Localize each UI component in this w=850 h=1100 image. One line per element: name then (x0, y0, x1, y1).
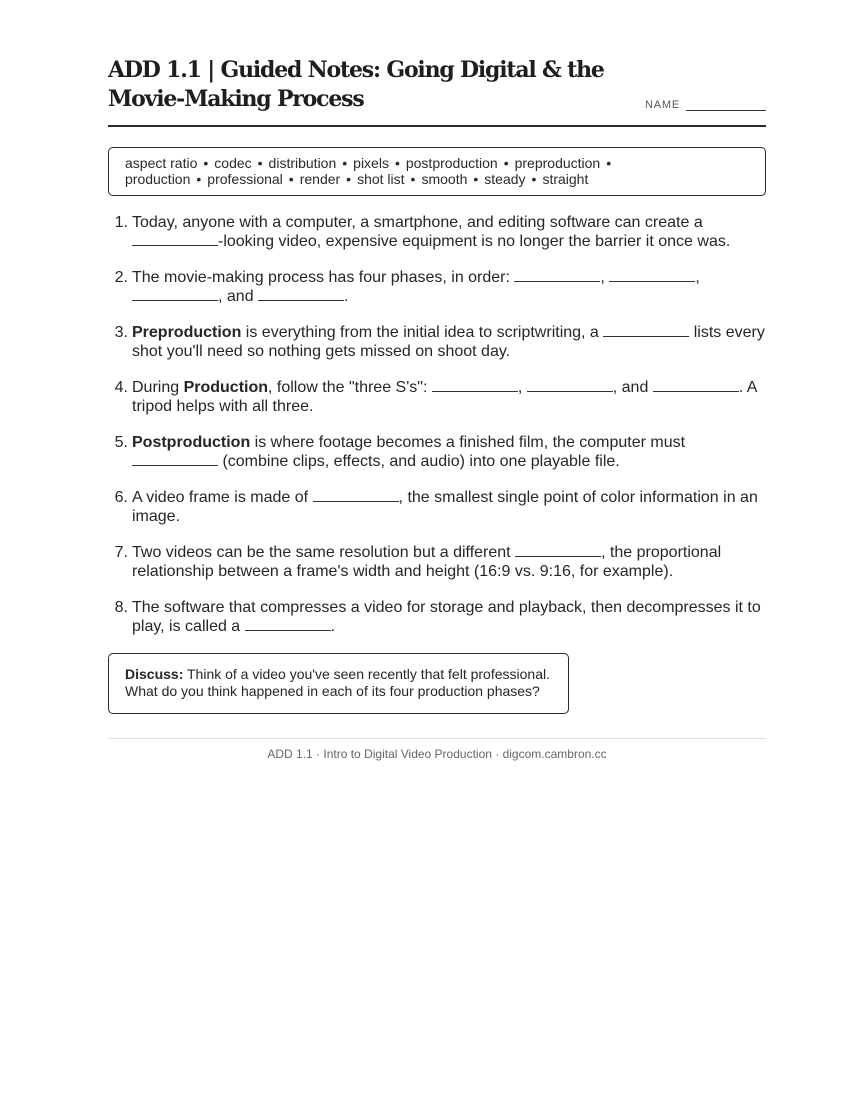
word-bank-term: shot list (357, 171, 405, 187)
question-text-part: The movie-making process has four phases, in order: (132, 269, 510, 286)
word-bank (108, 147, 766, 196)
word-bank-separator: • (346, 171, 352, 187)
key-term: Postproduction (132, 434, 251, 451)
word-bank-separator: • (257, 155, 263, 171)
question-8 (108, 598, 766, 636)
discuss-prompt: Think of a video you've seen recently that felt professional. What do you think happened in each of its four production phases? (125, 666, 550, 699)
question-text-part: . (330, 618, 336, 635)
discuss-label: Discuss: (125, 666, 184, 682)
word-bank-term: distribution (268, 155, 337, 171)
word-bank-separator: • (196, 171, 202, 187)
question-text (132, 323, 766, 361)
question-text-part: , (600, 269, 605, 286)
question-4 (108, 378, 766, 416)
word-bank-separator: • (503, 155, 509, 171)
question-text (132, 598, 766, 636)
discuss-box (108, 653, 569, 714)
answer-blank[interactable] (527, 378, 613, 392)
question-text (132, 268, 766, 306)
question-text-part: -looking video, expensive equipment is no longer the barrier it once was. (218, 233, 731, 250)
question-number: 7. (114, 544, 128, 561)
question-text-part: A video frame is made of (132, 489, 309, 506)
word-bank-term: steady (484, 171, 526, 187)
question-text-part: lists every shot you'll need so nothing gets missed on shoot day. (132, 324, 765, 360)
word-bank-term: postproduction (405, 155, 498, 171)
word-bank-separator: • (410, 171, 416, 187)
word-bank-term: production (125, 171, 191, 187)
answer-blank[interactable] (258, 287, 344, 301)
question-text-part: , the proportional relationship between a frame's width and height (16:9 vs. 9:16, for example). (132, 544, 722, 580)
word-bank-term: straight (542, 171, 589, 187)
answer-blank[interactable] (515, 543, 601, 557)
question-text-part: , the smallest single point of color information in an image. (132, 489, 758, 525)
word-bank-separator: • (606, 155, 612, 171)
page-title: ADD 1.1 | Guided Notes: Going Digital & the Movie-Making Process (108, 57, 604, 112)
question-text (132, 543, 766, 581)
question-text-part: Two videos can be the same resolution but a different (132, 544, 511, 561)
question-7 (108, 543, 766, 581)
question-text-part: is where footage becomes a finished film, the computer must (250, 434, 686, 451)
answer-blank[interactable] (603, 323, 689, 337)
answer-blank[interactable] (432, 378, 518, 392)
question-number: 8. (114, 599, 128, 616)
question-text-part: , (695, 269, 700, 286)
question-text-part: . A tripod helps with all three. (132, 379, 757, 415)
worksheet-page (108, 56, 766, 761)
question-number: 3. (114, 324, 128, 341)
worksheet-header (108, 56, 766, 127)
word-bank-term: codec (214, 155, 252, 171)
question-text-part: The software that compresses a video for storage and playback, then decompresses it to play, is called a (132, 599, 761, 635)
word-bank-term: render (299, 171, 341, 187)
answer-blank[interactable] (132, 287, 218, 301)
question-2 (108, 268, 766, 306)
question-3 (108, 323, 766, 361)
word-bank-separator: • (473, 171, 479, 187)
question-text (132, 378, 766, 416)
page-footer: ADD 1.1 · Intro to Digital Video Production · digcom.cambron.cc (108, 738, 766, 761)
word-bank-term: preproduction (514, 155, 601, 171)
answer-blank[interactable] (313, 488, 399, 502)
question-text-part: , follow the "three S's": (268, 379, 428, 396)
question-number: 5. (114, 434, 128, 451)
word-bank-separator: • (288, 171, 294, 187)
question-text (132, 488, 766, 526)
answer-blank[interactable] (514, 268, 600, 282)
key-term: Preproduction (132, 324, 242, 341)
question-number: 1. (114, 214, 128, 231)
question-number: 4. (114, 379, 128, 396)
word-bank-term: pixels (353, 155, 389, 171)
question-number: 6. (114, 489, 128, 506)
question-6 (108, 488, 766, 526)
question-number: 2. (114, 269, 128, 286)
word-bank-separator: • (342, 155, 348, 171)
word-bank-term: professional (207, 171, 283, 187)
question-text-part: , (517, 379, 523, 396)
answer-blank[interactable] (653, 378, 739, 392)
question-text-part: (combine clips, effects, and audio) into one playable file. (222, 453, 620, 470)
answer-blank[interactable] (245, 617, 331, 631)
word-bank-separator: • (531, 171, 537, 187)
question-text (132, 433, 766, 471)
question-text-part: Today, anyone with a computer, a smartphone, and editing software can create a (132, 214, 703, 231)
word-bank-term: aspect ratio (125, 155, 198, 171)
word-bank-separator: • (203, 155, 209, 171)
word-bank-row-2 (125, 171, 749, 187)
word-bank-row-1 (125, 155, 749, 171)
word-bank-term: smooth (421, 171, 468, 187)
word-bank-separator: • (394, 155, 400, 171)
question-text-part: , and (612, 379, 649, 396)
answer-blank[interactable] (609, 268, 695, 282)
question-text-part: During (132, 379, 184, 396)
question-text (132, 213, 766, 251)
key-term: Production (183, 379, 269, 396)
answer-blank[interactable] (132, 232, 218, 246)
question-text-part: , and (218, 288, 254, 305)
name-blank[interactable] (686, 100, 766, 111)
question-1 (108, 213, 766, 251)
name-label: NAME (645, 99, 680, 111)
question-text-part: is everything from the initial idea to scriptwriting, a (241, 324, 599, 341)
question-5 (108, 433, 766, 471)
answer-blank[interactable] (132, 452, 218, 466)
question-text-part: . (344, 288, 349, 305)
question-list (108, 213, 766, 636)
name-field (645, 99, 766, 111)
